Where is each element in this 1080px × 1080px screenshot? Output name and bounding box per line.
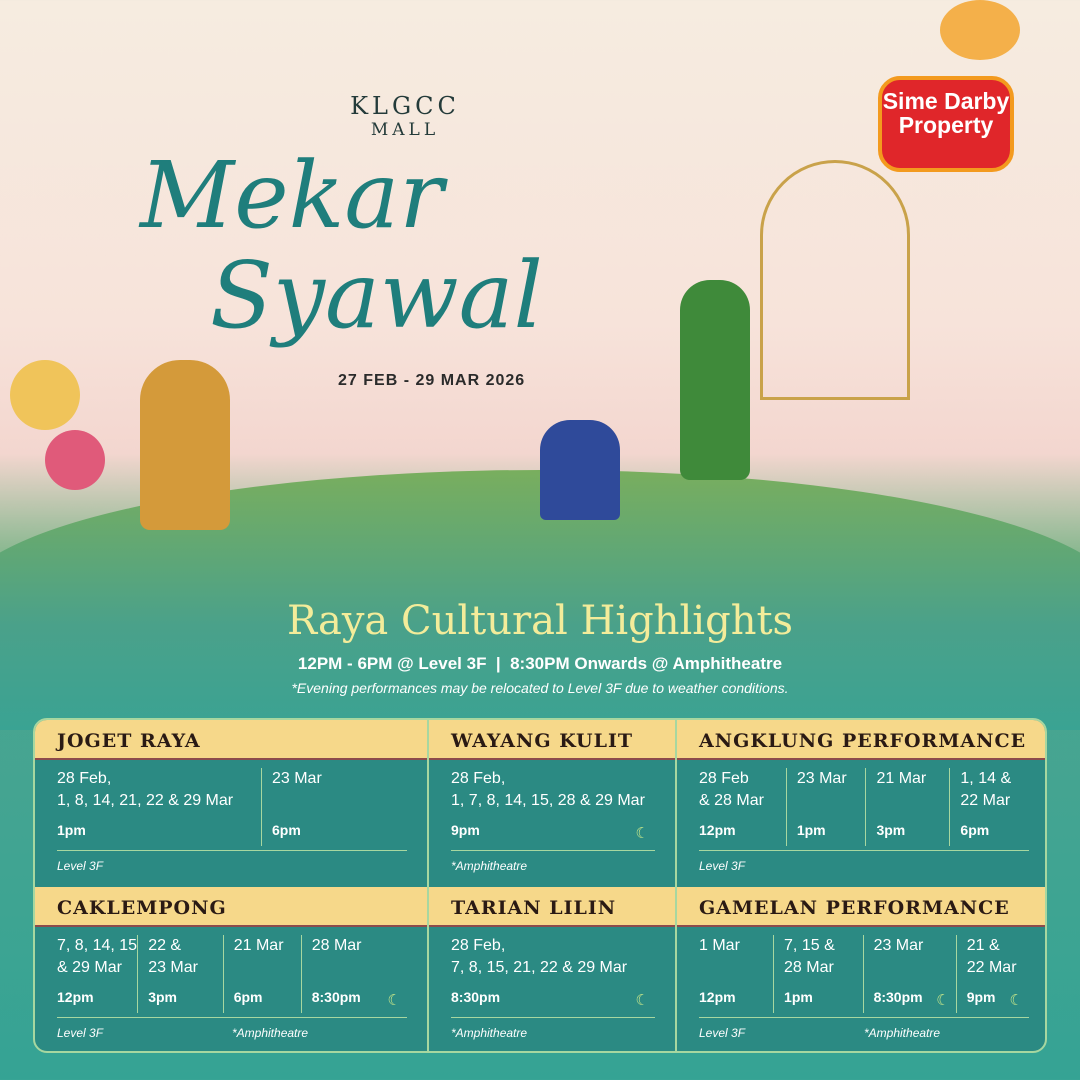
venue-label: *Amphitheatre	[451, 859, 528, 873]
show-time: 8:30pm	[451, 989, 501, 1005]
venue-label: Level 3F	[699, 1026, 746, 1040]
mall-logo	[330, 92, 480, 140]
flower-illustration	[10, 360, 80, 430]
show-time: 9pm	[451, 822, 480, 838]
performance-section	[429, 887, 677, 1053]
flower-illustration	[940, 0, 1020, 60]
venue-label: Level 3F	[57, 1026, 104, 1040]
show-dates: 28 Mar	[311, 937, 362, 954]
show-dates: 21 & 22 Mar	[966, 937, 1017, 976]
show-dates: 7, 8, 14, 15 & 29 Mar	[57, 937, 138, 976]
show-dates: 28 Feb, 1, 7, 8, 14, 15, 28 & 29 Mar	[451, 770, 645, 809]
show-time: 12pm	[699, 989, 736, 1005]
showtime-column	[699, 768, 786, 846]
showtime-column	[451, 935, 655, 1013]
crescent-moon-icon: ☾	[387, 992, 401, 1009]
showtime-column	[699, 935, 773, 1013]
performance-section	[677, 887, 1047, 1053]
highlights-title: Raya Cultural Highlights	[286, 598, 794, 644]
performance-name: ANGKLUNG PERFORMANCE	[677, 720, 1047, 760]
show-time: 1pm	[784, 989, 813, 1005]
show-dates: 28 Feb & 28 Mar	[699, 770, 764, 809]
show-time: 1pm	[57, 822, 86, 838]
sime-darby-logo: Sime Darby Property	[878, 76, 1014, 172]
show-dates: 28 Feb, 1, 8, 14, 21, 22 & 29 Mar	[57, 770, 234, 809]
showtime-column	[786, 768, 866, 846]
mall-label: MALL	[370, 120, 440, 140]
event-title-line2: Syawal	[210, 242, 543, 349]
crescent-moon-icon: ☾	[635, 825, 649, 842]
show-time: 8:30pm	[311, 989, 361, 1005]
performance-body	[35, 927, 427, 1053]
performance-name: JOGET RAYA	[35, 720, 427, 760]
show-time: 3pm	[148, 989, 177, 1005]
show-dates: 21 Mar	[233, 937, 284, 954]
venue-label: Level 3F	[57, 859, 104, 873]
event-title-line1: Mekar	[140, 142, 444, 249]
show-time: 12pm	[699, 822, 736, 838]
show-time: 9pm	[966, 989, 996, 1005]
dancer-illustration	[140, 360, 230, 530]
showtime-column	[949, 768, 1029, 846]
show-dates: 23 Mar	[271, 770, 322, 787]
showtime-column	[137, 935, 223, 1013]
show-time: 6pm	[271, 822, 301, 838]
show-time: 3pm	[876, 822, 906, 838]
performance-name: GAMELAN PERFORMANCE	[677, 887, 1047, 927]
venue-label: *Amphitheatre	[232, 1026, 309, 1040]
show-time: 8:30pm	[873, 989, 923, 1005]
musician-illustration	[540, 420, 620, 520]
performance-name: TARIAN LILIN	[429, 887, 675, 927]
mall-name: KLGCC	[350, 92, 460, 120]
showtime-column	[301, 935, 407, 1013]
showtime-column	[57, 935, 137, 1013]
crescent-moon-icon: ☾	[635, 992, 649, 1009]
gazebo-illustration	[760, 160, 910, 400]
showtime-column	[773, 935, 863, 1013]
show-time: 1pm	[796, 822, 826, 838]
performance-body	[677, 927, 1047, 1053]
performance-section	[35, 720, 429, 887]
highlights-schedule: 12PM - 6PM @ Level 3F | 8:30PM Onwards @ Amphitheatre	[297, 654, 783, 673]
show-time: 6pm	[233, 989, 263, 1005]
performance-body	[429, 760, 675, 887]
crescent-moon-icon: ☾	[936, 992, 950, 1009]
showtime-column	[956, 935, 1029, 1013]
performance-body	[35, 760, 427, 887]
showtime-column	[223, 935, 301, 1013]
showtime-column	[451, 768, 655, 846]
showtime-column	[261, 768, 407, 846]
show-dates: 21 Mar	[876, 770, 927, 787]
performance-section	[677, 720, 1047, 887]
performance-body	[677, 760, 1047, 887]
highlights-note: *Evening performances may be relocated to Level 3F due to weather conditions.	[291, 680, 789, 696]
show-time: 6pm	[960, 822, 990, 838]
show-dates: 28 Feb, 7, 8, 15, 21, 22 & 29 Mar	[451, 937, 628, 976]
performance-section	[429, 720, 677, 887]
performance-body	[429, 927, 675, 1053]
performance-section	[35, 887, 429, 1053]
venue-label: *Amphitheatre	[864, 1026, 941, 1040]
show-dates: 23 Mar	[873, 937, 924, 954]
venue-label: *Amphitheatre	[451, 1026, 528, 1040]
event-dates: 27 FEB - 29 MAR 2026	[338, 372, 526, 389]
show-dates: 1 Mar	[699, 937, 740, 954]
schedule-table	[33, 718, 1047, 1053]
showtime-column	[865, 768, 949, 846]
performance-name: WAYANG KULIT	[429, 720, 675, 760]
show-time: 12pm	[57, 989, 94, 1005]
show-dates: 23 Mar	[796, 770, 847, 787]
show-dates: 7, 15 & 28 Mar	[784, 937, 835, 976]
show-dates: 22 & 23 Mar	[148, 937, 198, 976]
showtime-column	[863, 935, 956, 1013]
venue-label: Level 3F	[699, 859, 746, 873]
dancer-illustration	[680, 280, 750, 480]
performance-name: CAKLEMPONG	[35, 887, 427, 927]
flower-illustration	[45, 430, 105, 490]
showtime-column	[57, 768, 261, 846]
show-dates: 1, 14 & 22 Mar	[960, 770, 1012, 809]
crescent-moon-icon: ☾	[1009, 992, 1023, 1009]
